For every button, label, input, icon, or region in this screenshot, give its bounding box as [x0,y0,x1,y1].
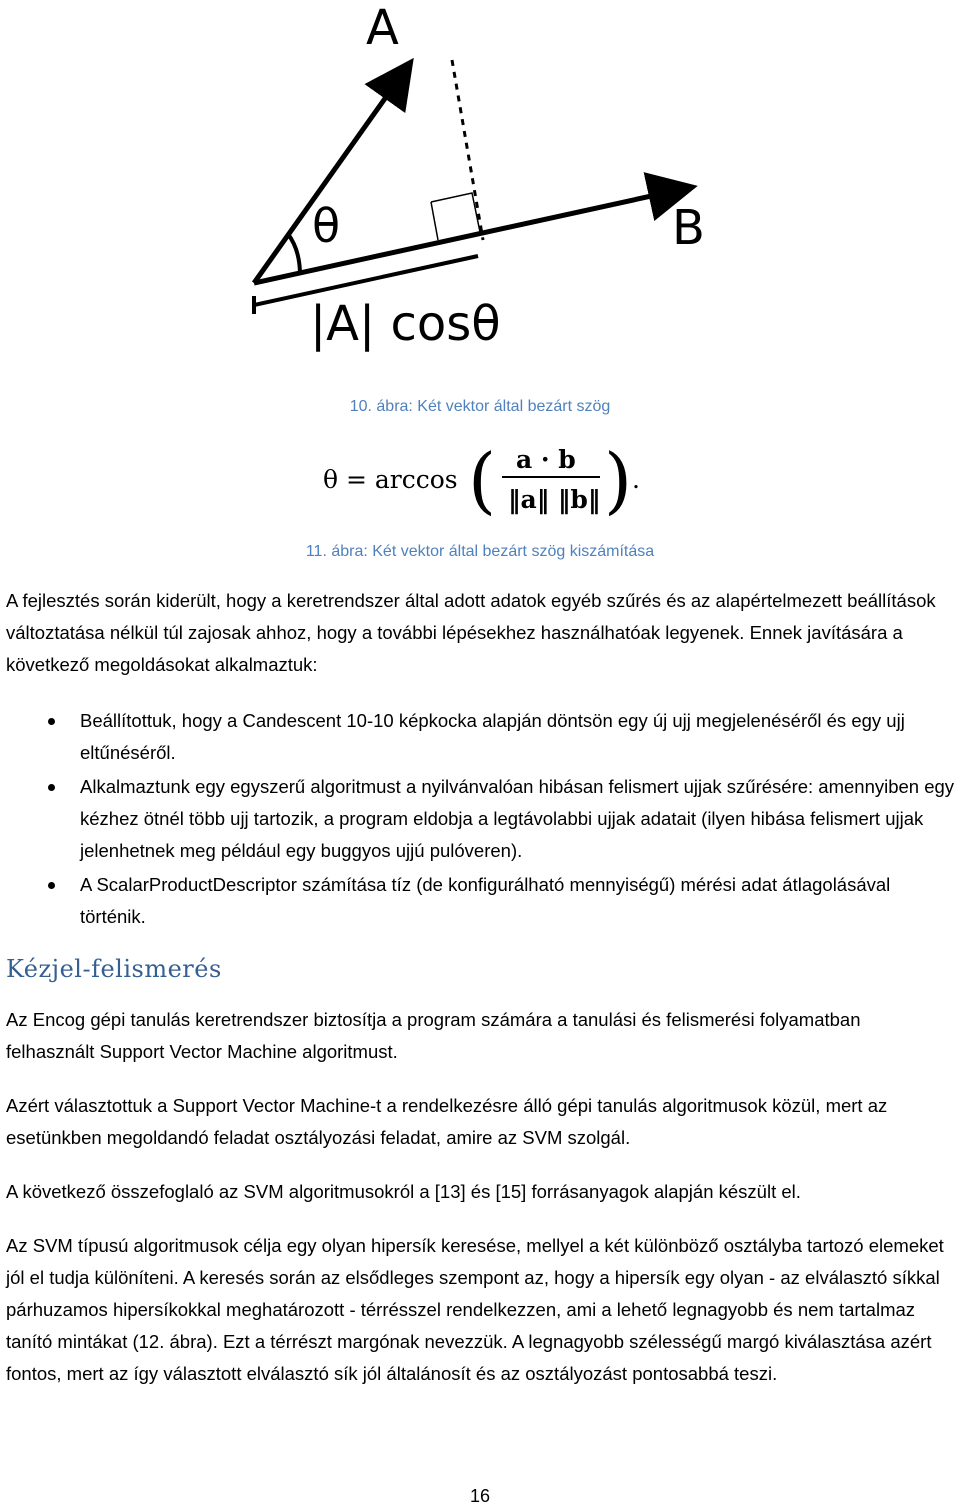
angle-arc [288,234,300,275]
formula-close-paren: ) [604,438,633,522]
figure-11-caption: 11. ábra: Két vektor által bezárt szög kiszámítása [305,543,655,560]
section-heading: Kézjel-felismerés [6,955,222,983]
angle-formula [310,432,670,524]
formula-denominator: ‖a‖ ‖b‖ [508,485,601,514]
formula-lhs: θ = arccos [323,465,458,494]
formula-open-paren: ( [468,438,497,522]
formula-period: . [632,465,640,494]
paragraph-encog: Az Encog gépi tanulás keretrendszer biztosítja a program számára a tanulási és felismerési folyamatban felhasznált Support Vector Machine algoritmust. [6,1009,861,1062]
list-item: Alkalmaztunk egy egyszerű algoritmust a nyilvánvalóan hibásan felismert ujjak szűrésére: amennyiben egy kézhez ötnél több ujj tartozik, a program eldobja a legtávolabbi ujjak adatait (ilyen hibása felismert ujjak jelenhetnek meg például egy buggyos ujjú pulóveren). [0,771,956,867]
projection-dashed-line [452,60,483,240]
list-item: A ScalarProductDescriptor számítása tíz (de konfigurálható mennyiségű) mérési adat átlagolásával történik. [0,869,956,933]
label-projection: |A| cosθ [310,296,501,352]
label-theta: θ [312,199,341,253]
formula-numerator: a · b [516,445,576,474]
vector-angle-figure [230,0,730,360]
page-number: 16 [469,1486,491,1506]
label-a: A [366,0,399,56]
right-angle-marker [431,193,480,232]
solutions-list [0,705,960,935]
intro-paragraph: A fejlesztés során kiderült, hogy a keretrendszer által adott adatok egyéb szűrés és az alapértelmezett beállítások változtatása nélkül túl zajosak ahhoz, hogy a további lépésekhez használhatóak legyenek. Ennek javítására a következő megoldásokat alkalmaztuk: [6,590,936,675]
paragraph-summary: A következő összefoglaló az SVM algoritmusokról a [13] és [15] forrásanyagok alapján készült el. [6,1181,801,1202]
figure-10-caption: 10. ábra: Két vektor által bezárt szög [349,398,611,415]
list-item: Beállítottuk, hogy a Candescent 10-10 képkocka alapján döntsön egy új ujj megjelenéséről és egy ujj eltűnéséről. [0,705,956,769]
paragraph-svm-goal: Az SVM típusú algoritmusok célja egy olyan hipersík keresése, mellyel a két különböző osztályba tartozó elemeket jól el tudja különíteni. A keresés során az elsődleges szempont az, hogy a hipersík egy olyan - az elválasztó síkkal párhuzamos hipersíkokkal meghatározott - térrésszel rendelkezzen, ami a lehető legnagyobb és nem tartalmaz tanító mintákat (12. ábra). Ezt a térrészt margónak nevezzük. A legnagyobb szélességű margó kiválasztása azért fontos, mert az így választott elválasztó sík jól általánosít és az osztályozást pontosabbá teszi. [6,1235,944,1384]
label-b: B [672,200,705,256]
right-angle-marker-close [431,202,438,240]
paragraph-svm-choice: Azért választottuk a Support Vector Machine-t a rendelkezésre álló gépi tanulás algoritmusok közül, mert az esetünkben megoldandó feladat osztályozási feladat, amire az SVM szolgál. [6,1095,888,1148]
